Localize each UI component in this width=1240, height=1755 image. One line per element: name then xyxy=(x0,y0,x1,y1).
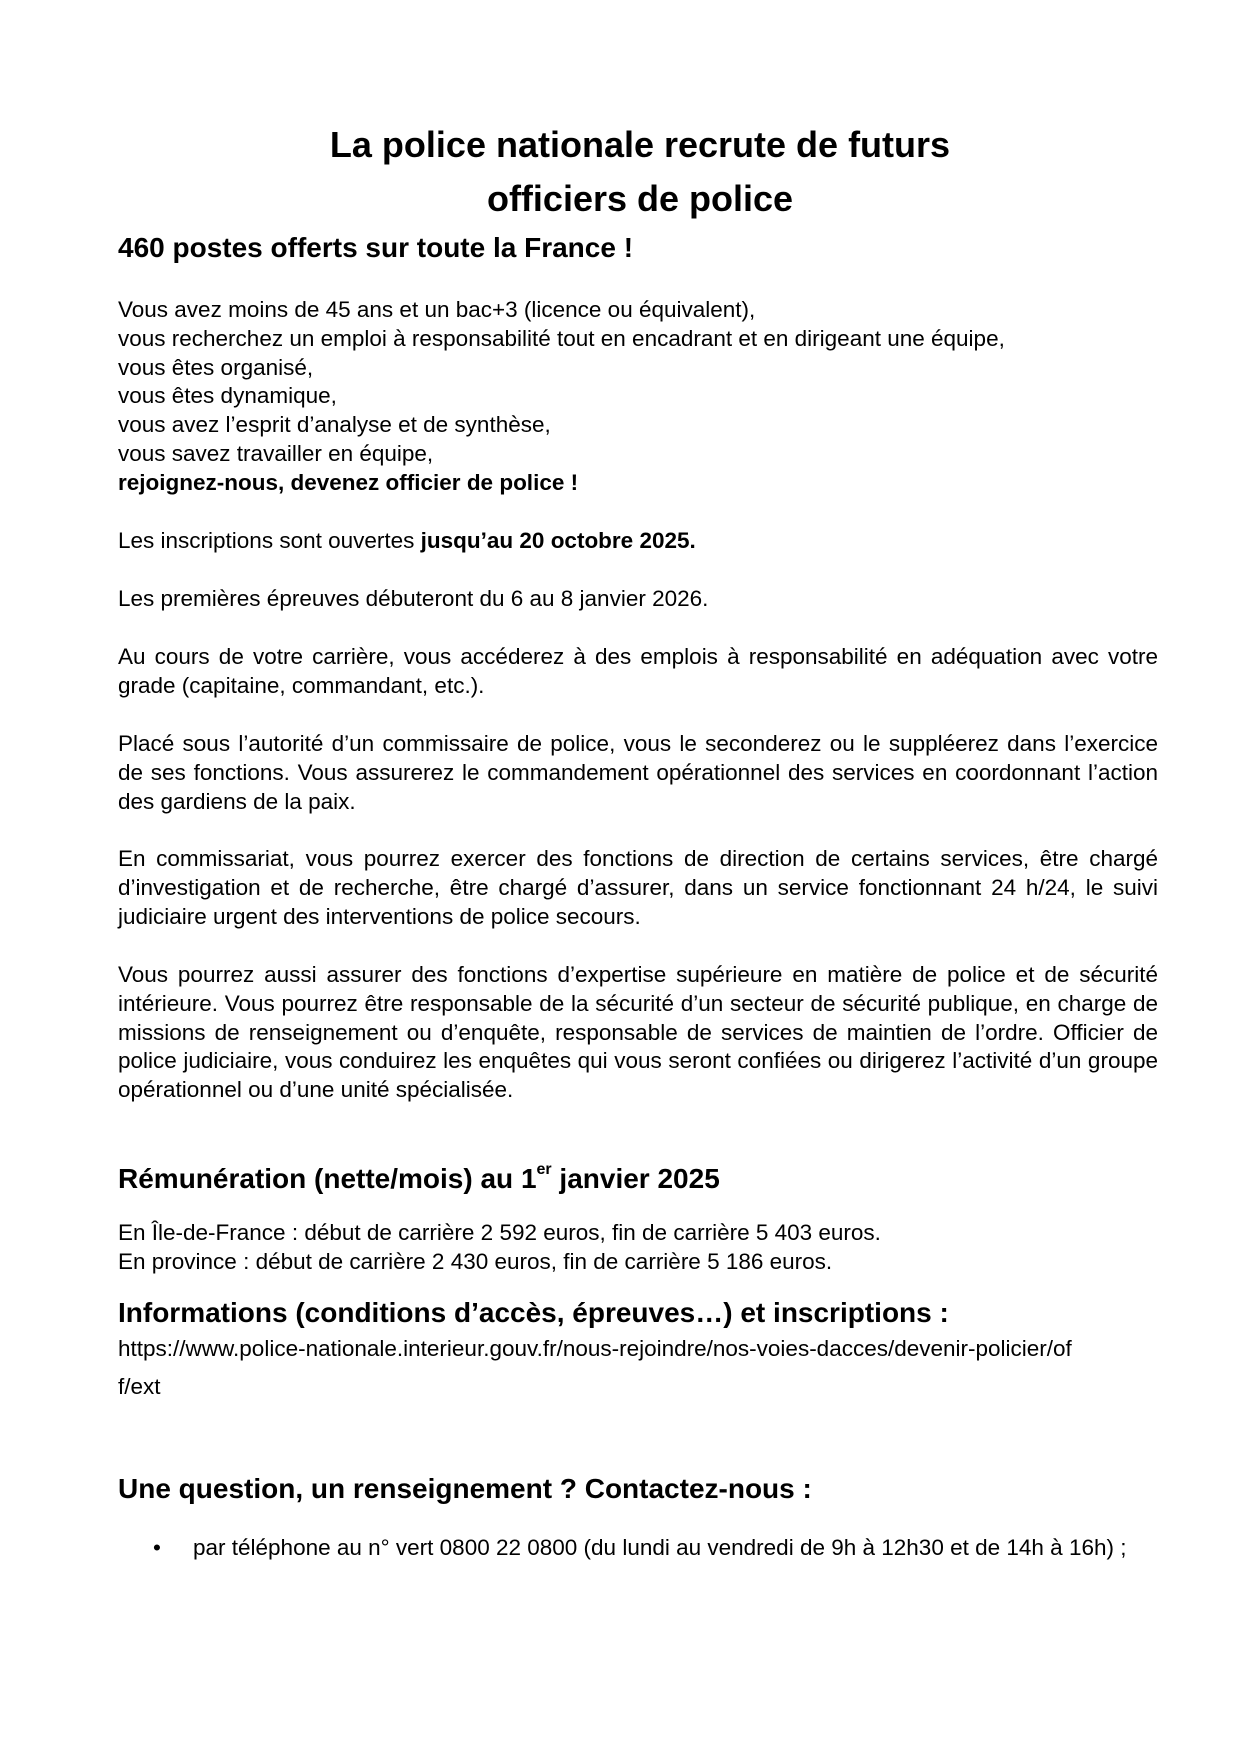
intro-line: vous avez l’esprit d’analyse et de synthèse, xyxy=(118,412,551,438)
page-subtitle: 460 postes offerts sur toute la France ! xyxy=(118,232,634,263)
intro-line: Vous avez moins de 45 ans et un bac+3 (licence ou équivalent), xyxy=(118,297,756,322)
remuneration-idf: En Île-de-France : début de carrière 2 592 euros, fin de carrière 5 403 euros. xyxy=(118,1220,881,1245)
contact-heading: Une question, un renseignement ? Contactez-nous : xyxy=(118,1473,812,1504)
page-title xyxy=(0,118,1240,226)
inscriptions-prefix: Les inscriptions sont ouvertes xyxy=(118,528,421,553)
informations-url[interactable]: https://www.police-nationale.interieur.gouv.fr/nous-rejoindre/nos-voies-dacces/devenir-policier/off/ext xyxy=(118,1336,1072,1399)
remuneration-heading xyxy=(118,1160,720,1195)
remuneration-heading-prefix: Rémunération (nette/mois) au 1 xyxy=(118,1163,537,1194)
intro-block xyxy=(118,296,1158,498)
expertise-paragraph: Vous pourrez aussi assurer des fonctions d’expertise supérieure en matière de police et de sécurité intérieure. Vous pourrez être responsable de la sécurité d’un secteur de sécurité publique, en charge de missions de renseignement ou d’enquête, responsable de services de maintien de l’ordre. Officier de police judiciaire, vous conduirez les enquêtes qui vous seront confiées ou dirigerez l’activité d’un groupe opérationnel ou d’une unité spécialisée. xyxy=(118,962,1158,1103)
commissariat-paragraph: En commissariat, vous pourrez exercer des fonctions de direction de certains services, être chargé d’investigation et de recherche, être chargé d’assurer, dans un service fonctionnant 24 h/24, le suivi judiciaire urgent des interventions de police secours. xyxy=(118,846,1158,929)
contact-list-item xyxy=(118,1530,1158,1566)
intro-line: vous savez travailler en équipe, xyxy=(118,440,434,466)
title-line-1: La police nationale recrute de futurs xyxy=(329,124,951,165)
contact-list xyxy=(118,1530,1158,1566)
informations-heading: Informations (conditions d’accès, épreuves…) et inscriptions : xyxy=(118,1297,949,1328)
intro-line: vous êtes dynamique, xyxy=(118,383,337,409)
inscriptions-deadline: jusqu’au 20 octobre 2025. xyxy=(420,528,696,553)
carriere-paragraph: Au cours de votre carrière, vous accéderez à des emplois à responsabilité en adéquation avec votre grade (capitaine, commandant, etc.). xyxy=(118,644,1158,698)
remuneration-heading-sup: er xyxy=(536,1160,552,1178)
epreuves-paragraph: Les premières épreuves débuteront du 6 au 8 janvier 2026. xyxy=(118,586,709,611)
bullet-icon: • xyxy=(153,1535,161,1560)
inscriptions-paragraph xyxy=(118,527,1158,556)
intro-line: vous êtes organisé, xyxy=(118,354,314,380)
intro-line: vous recherchez un emploi à responsabilité tout en encadrant et en dirigeant une équipe, xyxy=(118,325,1005,351)
remuneration-province: En province : début de carrière 2 430 euros, fin de carrière 5 186 euros. xyxy=(118,1248,833,1274)
remuneration-block xyxy=(118,1219,1158,1277)
remuneration-heading-suffix: janvier 2025 xyxy=(551,1163,720,1194)
autorite-paragraph: Placé sous l’autorité d’un commissaire de police, vous le seconderez ou le suppléerez dans l’exercice de ses fonctions. Vous assurerez le commandement opérationnel des services en coordonnant l’action des gardiens de la paix. xyxy=(118,731,1158,814)
intro-call-to-action: rejoignez-nous, devenez officier de police ! xyxy=(118,469,579,495)
title-line-2: officiers de police xyxy=(486,178,794,219)
contact-phone-text: par téléphone au n° vert 0800 22 0800 (du lundi au vendredi de 9h à 12h30 et de 14h à 16h) ; xyxy=(193,1535,1127,1560)
